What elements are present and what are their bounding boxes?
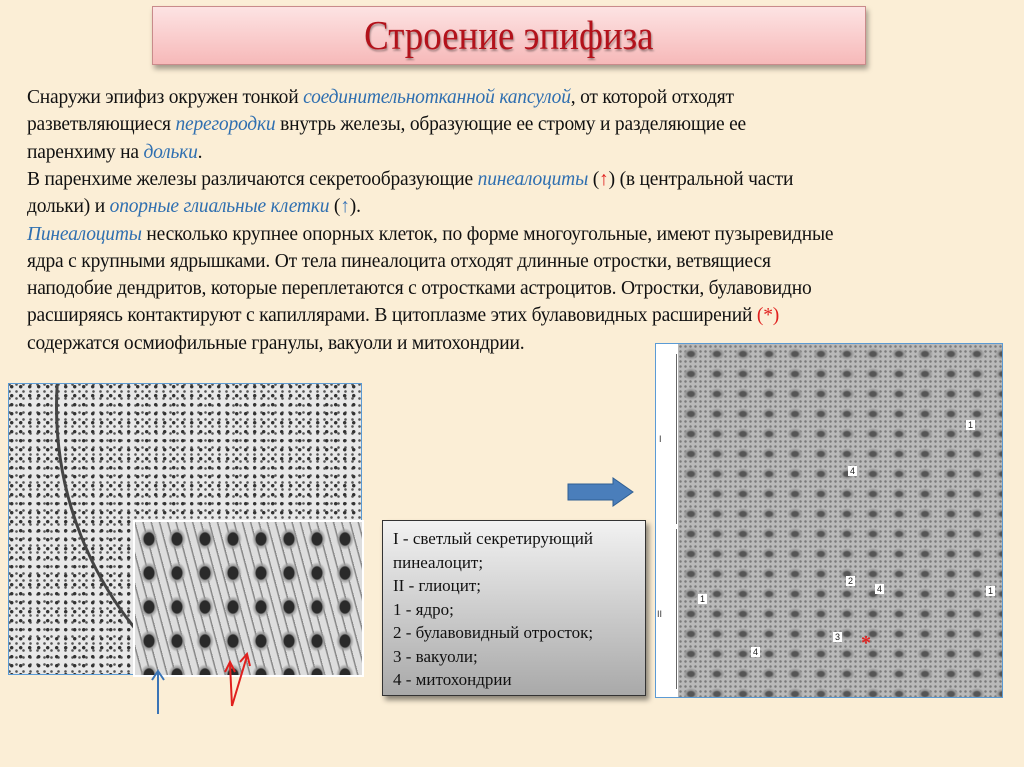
text-segment: наподобие дендритов, которые переплетаются с отростками астроцитов. Отростки, булавовидно <box>27 278 812 300</box>
body-line <box>27 278 812 300</box>
brace-II <box>670 529 677 689</box>
right-arrow-icon <box>567 477 635 507</box>
label-1: 1 <box>968 420 974 430</box>
text-segment: внутрь железы, образующие ее строму и разделяющие ее <box>275 114 747 136</box>
body-line <box>27 196 361 218</box>
slide-title: Строение эпифиза <box>364 12 654 58</box>
legend-item: 3 - вакуоли; <box>393 646 478 666</box>
label-4: 4 <box>753 647 759 657</box>
red-up-arrows-icon <box>222 650 256 708</box>
text-segment: дольки) и <box>27 196 110 218</box>
marker-symbol: ↑ <box>599 168 609 190</box>
legend-item: II - глиоцит; <box>393 576 482 595</box>
text-segment: разветвляющиеся <box>27 114 176 136</box>
legend-item: 4 - митохондрии <box>393 670 512 689</box>
body-line <box>27 87 734 109</box>
electron-micrograph <box>655 343 1003 698</box>
label-3: 3 <box>835 632 841 642</box>
body-line <box>27 142 202 164</box>
brace-I <box>670 354 677 524</box>
text-segment: расширяясь контактируют с капиллярами. В цитоплазме этих булавовидных расширений <box>27 305 757 327</box>
highlighted-term: соединительнотканной капсулой <box>303 87 571 108</box>
label-1: 1 <box>700 594 706 604</box>
body-line <box>27 224 833 246</box>
label-4: 4 <box>877 584 883 594</box>
highlighted-term: опорные глиальные клетки <box>109 196 330 218</box>
legend-item: пинеалоцит; <box>393 552 484 572</box>
marker-symbol: (*) <box>756 305 780 327</box>
legend-item: 1 - ядро; <box>393 599 454 619</box>
text-segment: Снаружи эпифиз окружен тонкой <box>27 87 304 108</box>
label-1: 1 <box>988 586 994 596</box>
label-4: 4 <box>850 466 856 476</box>
text-segment: ). <box>349 196 361 218</box>
legend-box <box>382 520 646 696</box>
text-segment: паренхиму на <box>27 141 144 163</box>
highlighted-term: перегородки <box>175 114 276 136</box>
body-line <box>27 169 793 191</box>
label-I: I <box>659 434 662 444</box>
body-line <box>27 114 746 136</box>
micrograph-texture <box>678 344 1002 697</box>
label-II: II <box>657 609 663 619</box>
marker-symbol: ↑ <box>340 196 350 218</box>
legend-item: 2 - булавовидный отросток; <box>393 623 594 642</box>
text-segment: ( <box>329 196 341 218</box>
text-segment: ядра с крупными ядрышками. От тела пинеалоцита отходят длинные отростки, ветвящиеся <box>27 250 771 272</box>
asterisk-marker: * <box>861 632 871 654</box>
text-segment: В паренхиме железы различаются секретообразующие <box>27 168 478 190</box>
highlighted-term: дольки <box>143 141 198 163</box>
legend-item: I - светлый секретирующий <box>393 529 593 548</box>
body-line <box>27 251 771 273</box>
text-segment: несколько крупнее опорных клеток, по форме многоугольные, имеют пузыревидные <box>141 223 834 245</box>
text-segment: . <box>197 141 203 163</box>
blue-up-arrow-icon <box>148 668 168 716</box>
title-banner <box>152 6 866 65</box>
text-segment: содержатся осмиофильные гранулы, вакуоли и митохондрии. <box>27 332 525 354</box>
text-segment: ( <box>588 168 600 190</box>
text-segment: , от которой отходят <box>570 87 734 108</box>
text-segment: ) (в центральной части <box>608 168 794 190</box>
highlighted-term: пинеалоциты <box>477 168 589 190</box>
highlighted-term: Пинеалоциты <box>27 223 142 245</box>
label-2: 2 <box>848 576 854 586</box>
body-line <box>27 305 779 327</box>
body-line <box>27 333 524 355</box>
